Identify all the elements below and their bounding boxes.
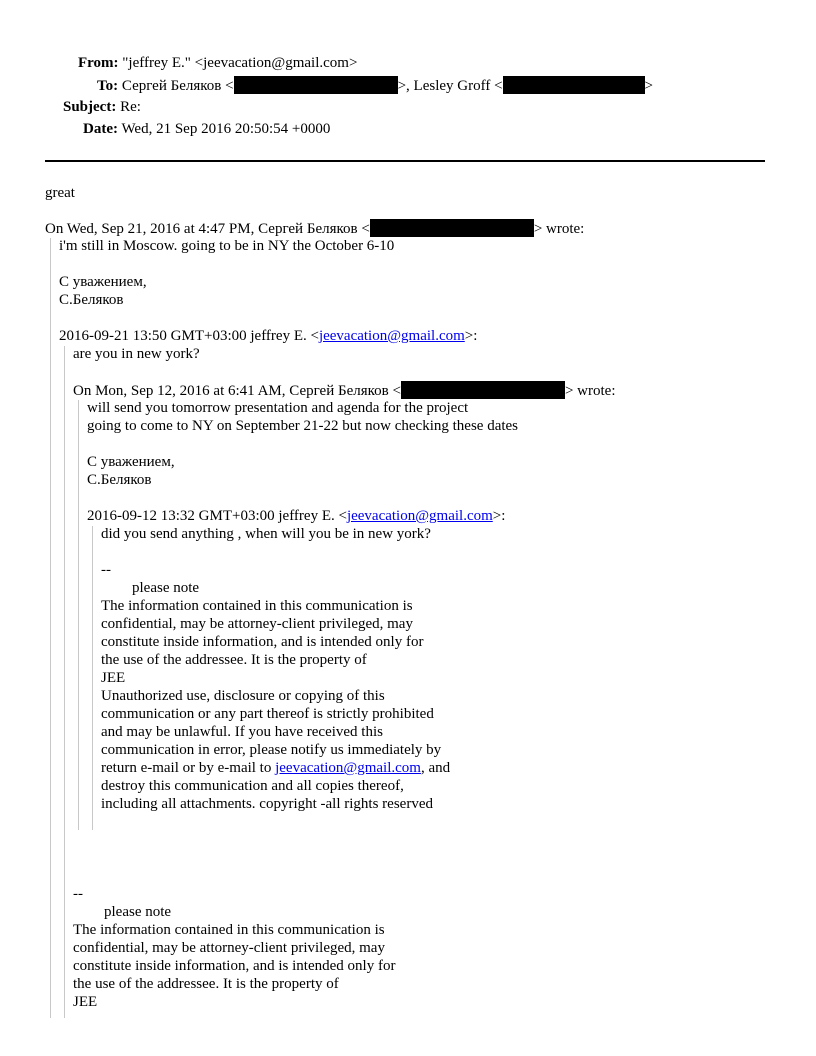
disclaimer-line: and may be unlawful. If you have received this bbox=[101, 724, 383, 740]
disclaimer-line: communication in error, please notify us immediately by bbox=[101, 742, 442, 758]
quote-2-intro-end: >: bbox=[464, 328, 478, 344]
header-divider bbox=[45, 160, 765, 162]
disclaimer-2-line: The information contained in this communication is bbox=[73, 922, 385, 938]
quote-3-signature-2: С.Беляков bbox=[87, 472, 152, 488]
disclaimer-dash: -- bbox=[101, 562, 111, 578]
quote-3-line-2: going to come to NY on September 21-22 but now checking these dates bbox=[87, 418, 519, 434]
disclaimer-2-dash: -- bbox=[73, 886, 83, 902]
date-label: Date: bbox=[83, 121, 118, 137]
date-value: Wed, 21 Sep 2016 20:50:54 +0000 bbox=[121, 121, 331, 137]
quote-1-line: i'm still in Moscow. going to be in NY the October 6-10 bbox=[59, 238, 395, 254]
email-link[interactable]: jeevacation@gmail.com bbox=[275, 760, 421, 776]
quote-3-intro-text: On Mon, Sep 12, 2016 at 6:41 AM, Сергей Беляков < bbox=[73, 383, 401, 399]
from-label: From: bbox=[78, 55, 119, 71]
redaction-block bbox=[503, 76, 645, 94]
quote-3-intro-end: > wrote: bbox=[564, 383, 616, 399]
to-label: To: bbox=[97, 78, 119, 94]
quote-4-line: did you send anything , when will you be in new york? bbox=[101, 526, 431, 542]
quote-bar-level-2 bbox=[64, 346, 65, 1018]
disclaimer-2-line: JEE bbox=[73, 994, 98, 1010]
quote-3-intro bbox=[73, 381, 616, 400]
reply-text: great bbox=[45, 185, 75, 201]
from-value: "jeffrey E." <jeevacation@gmail.com> bbox=[122, 55, 358, 71]
email-link[interactable]: jeevacation@gmail.com bbox=[318, 328, 465, 344]
subject-line bbox=[63, 98, 141, 116]
quote-1-signature-2: С.Беляков bbox=[59, 292, 124, 308]
quote-2-intro-text: 2016-09-21 13:50 GMT+03:00 jeffrey E. < bbox=[59, 328, 319, 344]
quote-bar-level-1 bbox=[50, 238, 51, 1018]
disclaimer-2-line: constitute inside information, and is intended only for bbox=[73, 958, 396, 974]
quote-1-intro-text: On Wed, Sep 21, 2016 at 4:47 PM, Сергей Беляков < bbox=[45, 221, 370, 237]
to-separator: >, Lesley Groff < bbox=[397, 78, 503, 94]
disclaimer-line: The information contained in this communication is bbox=[101, 598, 413, 614]
quote-4-intro-text: 2016-09-12 13:32 GMT+03:00 jeffrey E. < bbox=[87, 508, 347, 524]
quote-4-intro-end: >: bbox=[492, 508, 506, 524]
quote-bar-level-3 bbox=[78, 400, 79, 830]
quote-1-intro bbox=[45, 219, 584, 238]
subject-label: Subject: bbox=[63, 99, 117, 115]
quote-3-signature-1: С уважением, bbox=[87, 454, 175, 470]
disclaimer-line: communication or any part thereof is strictly prohibited bbox=[101, 706, 434, 722]
quote-2-line: are you in new york? bbox=[73, 346, 200, 362]
redaction-block bbox=[370, 219, 534, 237]
disclaimer-text: , and bbox=[420, 760, 451, 776]
redaction-block bbox=[401, 381, 565, 399]
disclaimer-line: Unauthorized use, disclosure or copying of this bbox=[101, 688, 385, 704]
disclaimer-text: return e-mail or by e-mail to bbox=[101, 760, 276, 776]
to-line bbox=[97, 76, 653, 95]
disclaimer-line: confidential, may be attorney-client privileged, may bbox=[101, 616, 413, 632]
quote-1-signature-1: С уважением, bbox=[59, 274, 147, 290]
disclaimer-line bbox=[101, 759, 450, 777]
email-link[interactable]: jeevacation@gmail.com bbox=[346, 508, 493, 524]
disclaimer-note: please note bbox=[132, 580, 200, 596]
quote-bar-level-4 bbox=[92, 526, 93, 830]
date-line bbox=[83, 120, 330, 138]
quote-3-line-1: will send you tomorrow presentation and agenda for the project bbox=[87, 400, 469, 416]
to-recipient-1: Сергей Беляков < bbox=[121, 78, 234, 94]
from-line bbox=[78, 54, 357, 72]
quote-1-intro-end: > wrote: bbox=[533, 221, 585, 237]
disclaimer-line: the use of the addressee. It is the property of bbox=[101, 652, 367, 668]
disclaimer-2-line: the use of the addressee. It is the property of bbox=[73, 976, 339, 992]
quote-4-intro bbox=[87, 507, 505, 525]
subject-value: Re: bbox=[120, 99, 141, 115]
redaction-block bbox=[234, 76, 398, 94]
quote-2-intro bbox=[59, 327, 477, 345]
disclaimer-line: destroy this communication and all copies thereof, bbox=[101, 778, 404, 794]
disclaimer-2-note: please note bbox=[104, 904, 172, 920]
to-end: > bbox=[644, 78, 654, 94]
disclaimer-2-line: confidential, may be attorney-client privileged, may bbox=[73, 940, 385, 956]
disclaimer-line: constitute inside information, and is intended only for bbox=[101, 634, 424, 650]
disclaimer-line: including all attachments. copyright -all rights reserved bbox=[101, 796, 433, 812]
disclaimer-line: JEE bbox=[101, 670, 126, 686]
